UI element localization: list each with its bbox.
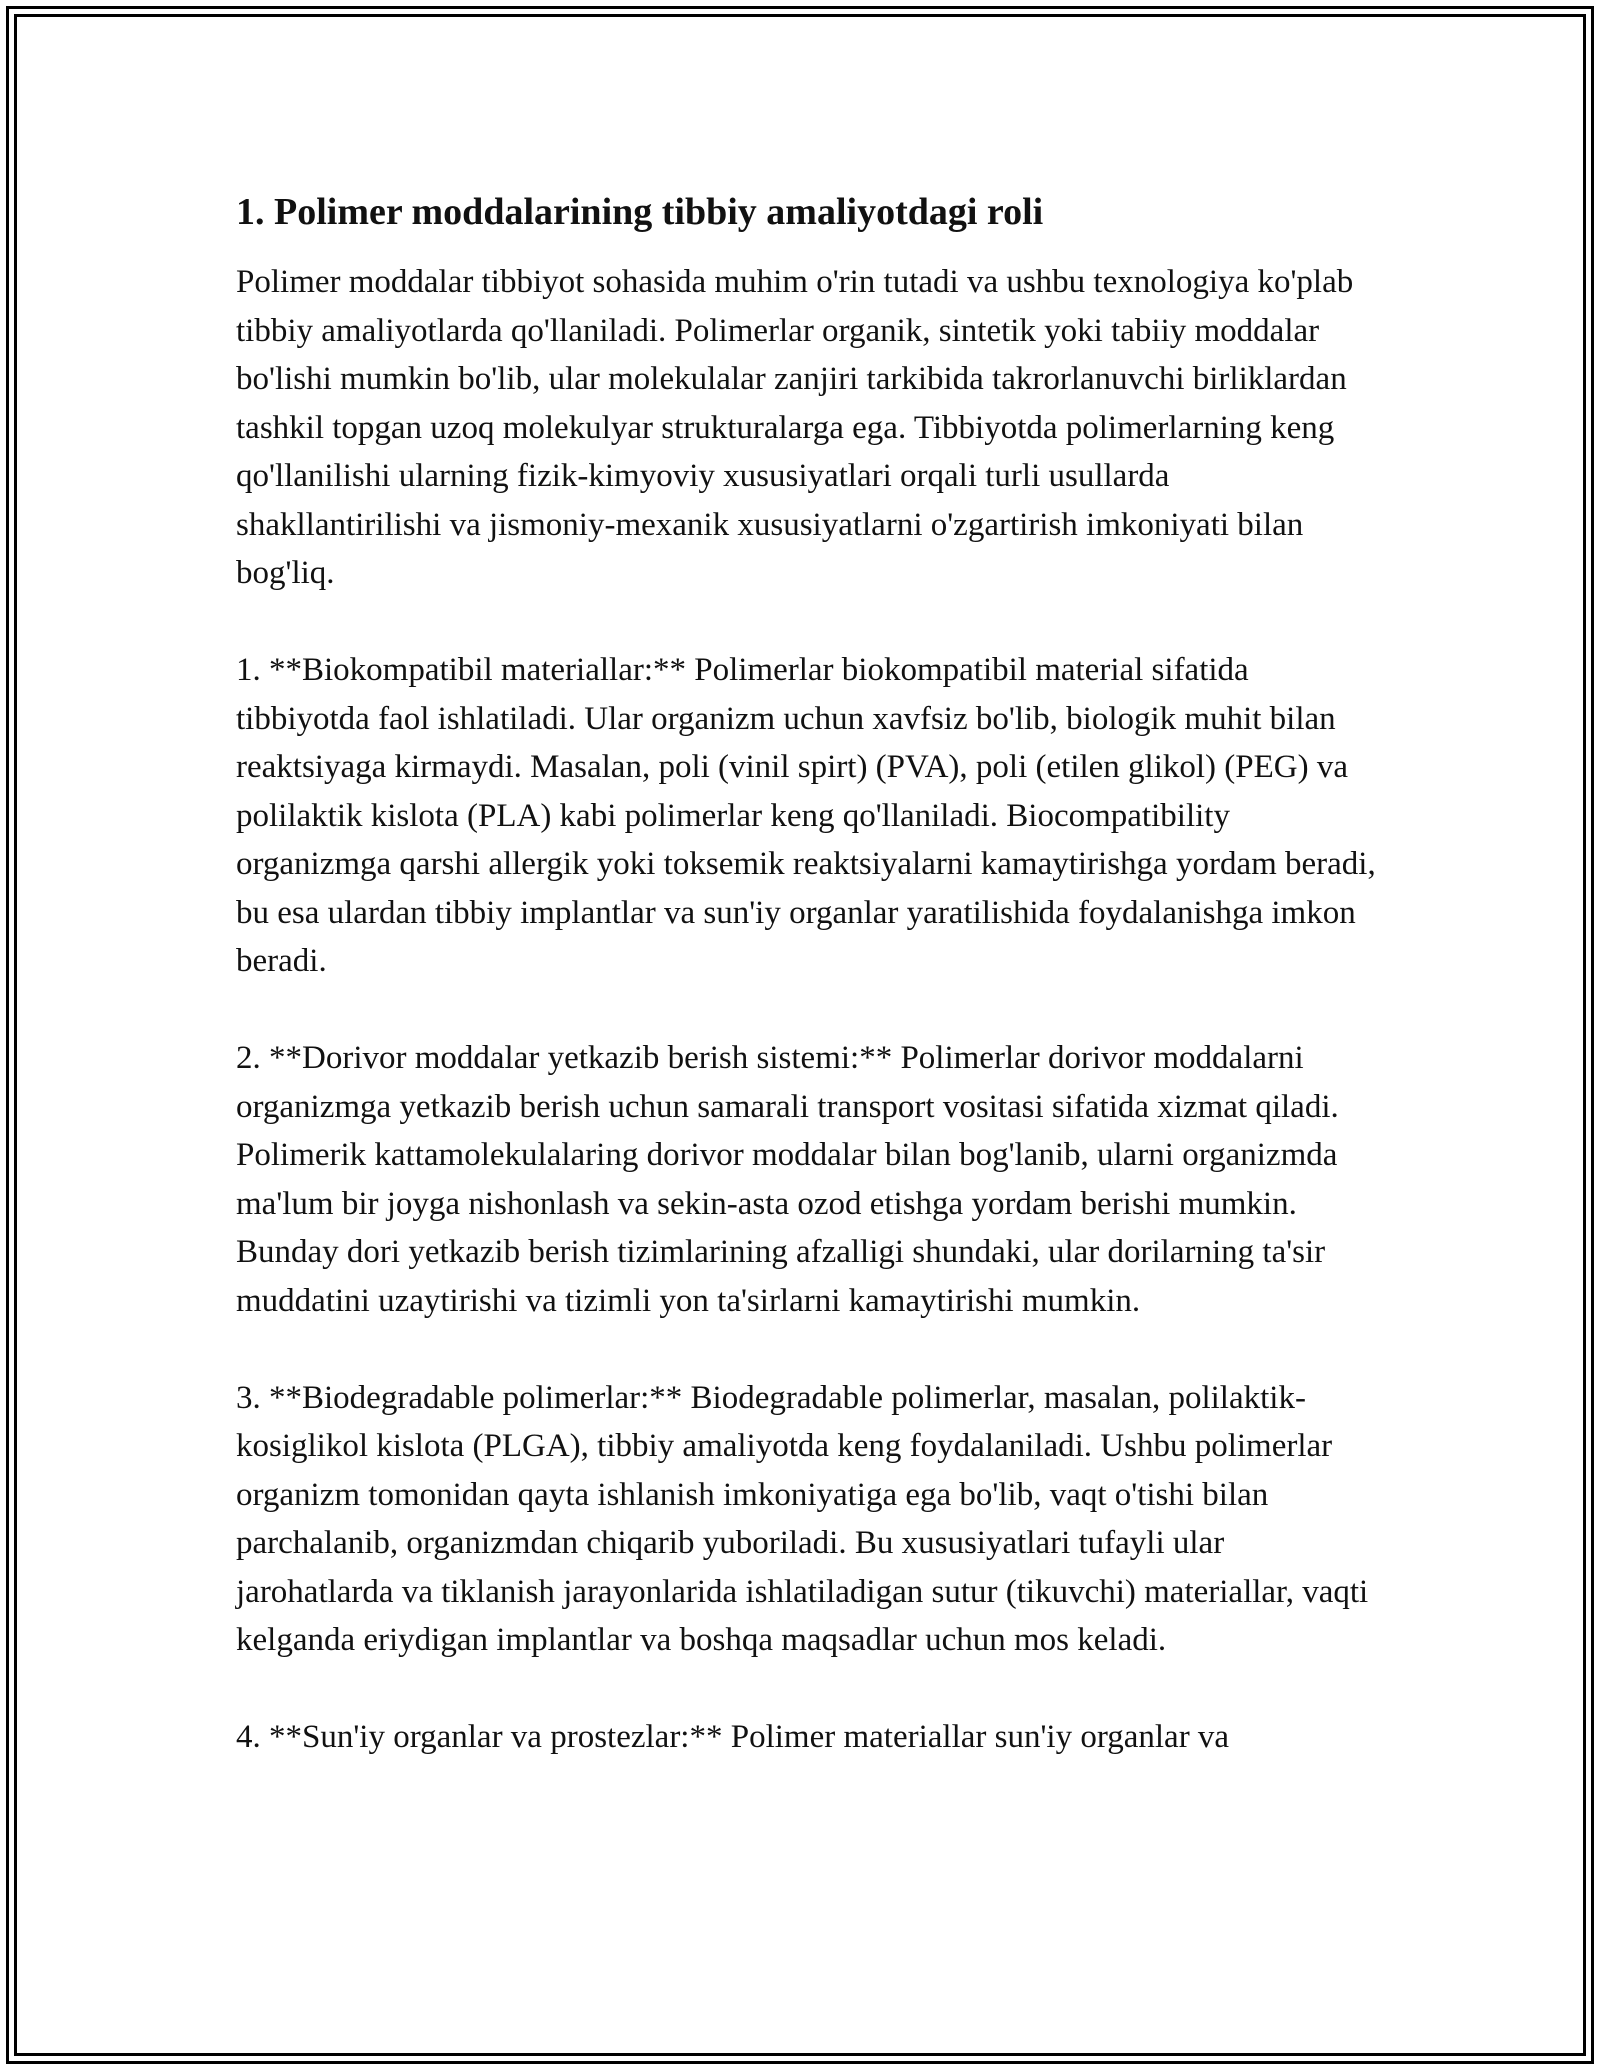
page-title: 1. Polimer moddalarining tibbiy amaliyotdagi roli <box>236 191 1044 233</box>
document-body <box>236 186 1376 1762</box>
paragraph-artificial-organs: 4. **Sun'iy organlar va prostezlar:** Polimer materiallar sun'iy organlar va <box>236 1719 1230 1755</box>
paragraph-biodegradable-polymers: 3. **Biodegradable polimerlar:** Biodegradable polimerlar, masalan, polilaktik-kosiglikol kislota (PLGA), tibbiy amaliyotda keng foydalaniladi. Ushbu polimerlar organizm tomonidan qayta ishlanish imkoniyatiga ega bo'lib, vaqt o'tishi bilan parchalanib, organizmdan chiqarib yuboriladi. Bu xususiyatlari tufayli ular jarohatlarda va tiklanish jarayonlarida ishlatiladigan sutur (tikuvchi) materiallar, vaqti kelganda eriydigan implantlar va boshqa maqsadlar uchun mos keladi. <box>236 1379 1369 1658</box>
paragraph-biocompatible-materials: 1. **Biokompatibil materiallar:** Polimerlar biokompatibil material sifatida tibbiyotda faol ishlatiladi. Ular organizm uchun xavfsiz bo'lib, biologik muhit bilan reaktsiyaga kirmaydi. Masalan, poli (vinil spirt) (PVA), poli (etilen glikol) (PEG) va polilaktik kislota (PLA) kabi polimerlar keng qo'llaniladi. Biocompatibility organizmga qarshi allergik yoki toksemik reaktsiyalarni kamaytirishga yordam beradi, bu esa ulardan tibbiy implantlar va sun'iy organlar yaratilishida foydalanishga imkon beradi. <box>236 652 1376 979</box>
paragraph-drug-delivery: 2. **Dorivor moddalar yetkazib berish sistemi:** Polimerlar dorivor moddalarni organizmga yetkazib berish uchun samarali transport vositasi sifatida xizmat qiladi. Polimerik kattamolekulalaring dorivor moddalar bilan bog'lanib, ularni organizmda ma'lum bir joyga nishonlash va sekin-asta ozod etishga yordam berishi mumkin. Bunday dori yetkazib berish tizimlarining afzalligi shundaki, ular dorilarning ta'sir muddatini uzaytirishi va tizimli yon ta'sirlarni kamaytirishi mumkin. <box>236 1040 1339 1319</box>
paragraph-intro: Polimer moddalar tibbiyot sohasida muhim o'rin tutadi va ushbu texnologiya ko'plab tibbiy amaliyotlarda qo'llaniladi. Polimerlar organik, sintetik yoki tabiiy moddalar bo'lishi mumkin bo'lib, ular molekulalar zanjiri tarkibida takrorlanuvchi birliklardan tashkil topgan uzoq molekulyar strukturalarga ega. Tibbiyotda polimerlarning keng qo'llanilishi ularning fizik-kimyoviy xususiyatlari orqali turli usullarda shakllantirilishi va jismoniy-mexanik xususiyatlarni o'zgartirish imkoniyati bilan bog'liq. <box>236 264 1354 591</box>
